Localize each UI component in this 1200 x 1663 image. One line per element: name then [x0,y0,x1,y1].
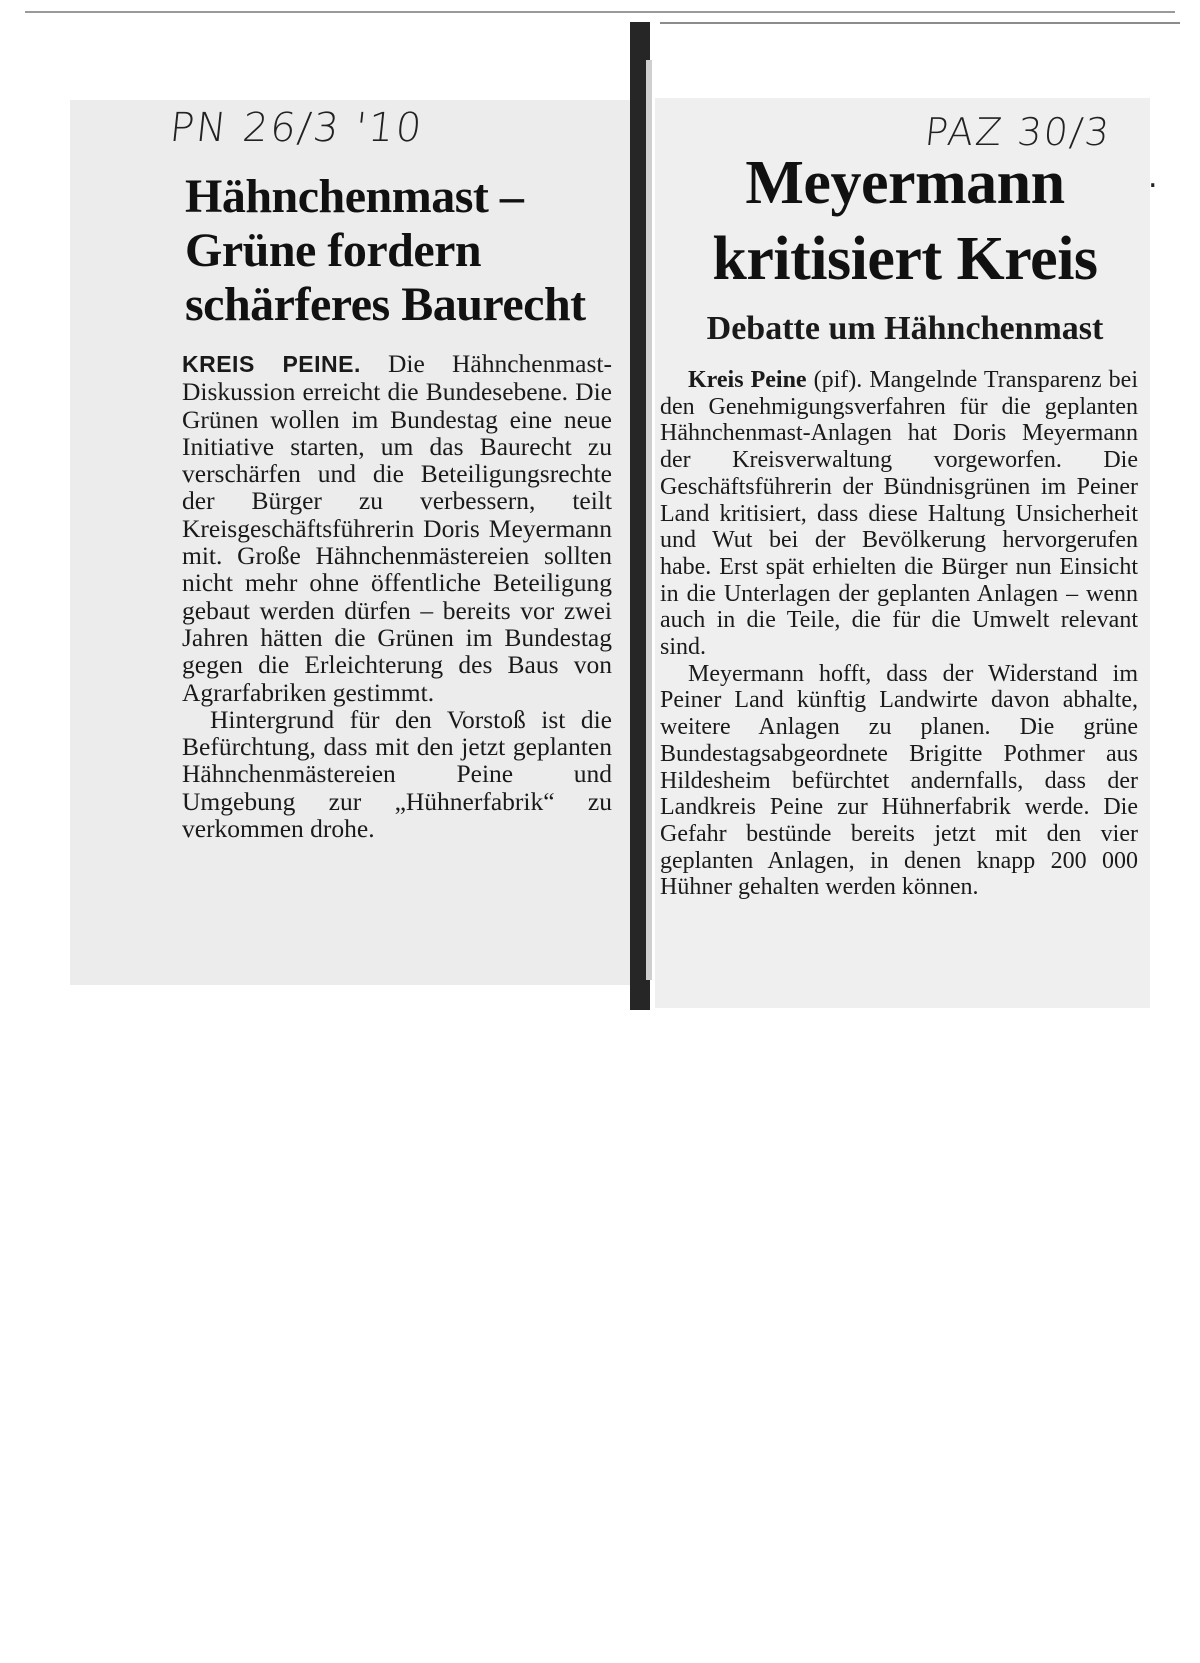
left-article-body [182,350,612,842]
column-divider-shadow [646,60,652,980]
left-headline-line: schärferes Baurecht [185,278,586,331]
right-article-subheadline: Debatte um Hähnchenmast [706,310,1104,347]
left-headline-line: Hähnchenmast – [185,170,524,223]
left-article-headline [185,170,615,332]
right-article-paragraph: Meyermann hofft, dass der Widerstand im Peiner Land künftig Landwirte davon abhalte, weitere Anlagen zu planen. Die grüne Bundestagsabgeordnete Brigitte Pothmer aus Hildesheim befürchtet andernfalls, dass der Landkreis Peine zur Hühnerfabrik werde. Die Gefahr bestünde bereits jetzt mit den vier geplanten Anlagen, in denen knapp 200 000 Hühner gehalten werden können. [660,660,1138,901]
left-article-paragraph [182,350,612,706]
right-article-kicker: Kreis Peine [688,367,807,393]
scan-top-edge [25,11,1175,13]
handwritten-mark-right: . [1148,160,1158,195]
right-article-paragraph-text: (pif). Mangelnde Transparenz bei den Genehmigungsverfahren für die geplanten Hähnchenmast-Anlagen hat Doris Meyermann der Kreisverwaltung vorgeworfen. Die Geschäftsführerin der Bündnisgrünen im Peiner Land kritisiert, dass diese Haltung Unsicherheit und Wut bei der Bevölkerung hervorgerufen habe. Erst spät erhielten die Bürger nun Einsicht in die Unterlagen der geplanten Anlagen – wenn auch in die Teile, die für die Umwelt relevant sind. [660,367,1139,661]
right-article-body [660,367,1138,901]
left-article-paragraph-text: Die Hähnchenmast-Diskussion erreicht die Bundesebene. Die Grünen wollen im Bundestag eine neue Initiative starten, um das Baurecht zu verschärfen und die Beteiligungsrechte der Bürger zu verbessern, teilt Kreisgeschäftsführerin Doris Meyermann mit. Große Hähnchenmästereien sollten nicht mehr ohne öffentliche Beteiligung gebaut werden dürfen – bereits vor zwei Jahren hätten die Grünen im Bundestag gegen die Erleichterung des Baus von Agrarfabriken gestimmt. [182,349,612,707]
handwritten-source-date-right: PAZ 30/3 [922,110,1114,154]
left-headline-line: Grüne fordern [185,224,482,277]
right-headline-line: Meyermann [745,149,1065,217]
left-article-paragraph: Hintergrund für den Vorstoß ist die Befürchtung, dass mit den jetzt geplanten Hähnchenmästereien Peine und Umgebung zur „Hühnerfabrik“ zu verkommen drohe. [182,704,612,844]
right-article-paragraph [660,367,1138,661]
handwritten-source-date-left: PN 26/3 '10 [167,105,426,151]
right-article-headline [660,145,1150,297]
scan-top-edge-right [660,22,1180,24]
right-headline-line: kritisiert Kreis [712,225,1098,293]
left-article-kicker: KREIS PEINE. [182,351,361,377]
